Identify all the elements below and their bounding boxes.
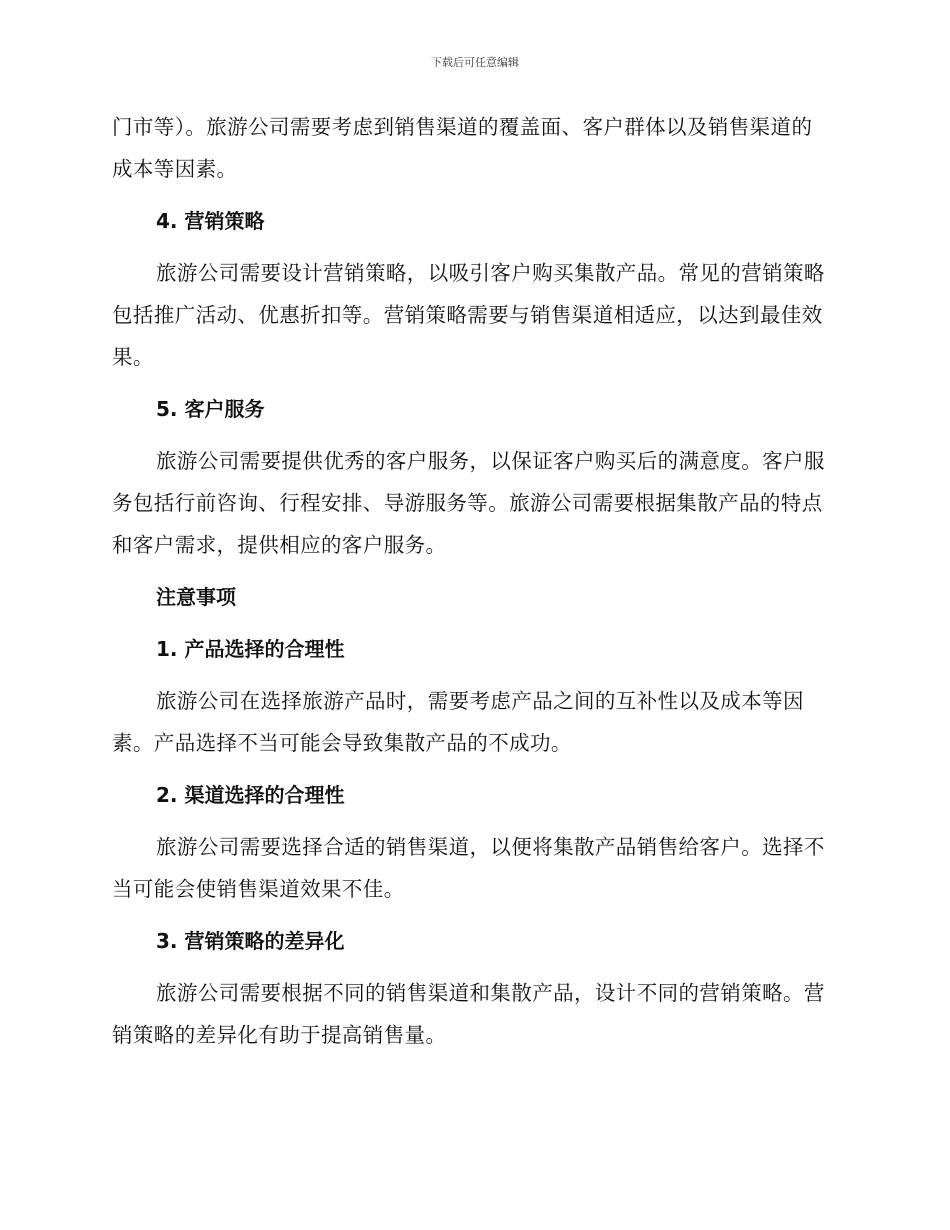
section-heading-channel-selection: 2. 渠道选择的合理性: [156, 783, 345, 807]
paragraph-product-selection: 旅游公司在选择旅游产品时，需要考虑产品之间的互补性以及成本等因素。产品选择不当可能会导致集散产品的不成功。: [112, 689, 804, 755]
section-heading-strategy-differentiation: 3. 营销策略的差异化: [156, 929, 345, 953]
page-header: 下载后可任意编辑: [431, 56, 519, 69]
paragraph-strategy-differentiation: 旅游公司需要根据不同的销售渠道和集散产品，设计不同的营销策略。营销策略的差异化有助于提高销售量。: [112, 981, 825, 1047]
section-heading-notes: 注意事项: [156, 585, 236, 609]
paragraph-continued: 门市等）。旅游公司需要考虑到销售渠道的覆盖面、客户群体以及销售渠道的成本等因素。: [112, 115, 813, 181]
section-heading-product-selection: 1. 产品选择的合理性: [156, 637, 345, 661]
section-heading-marketing-strategy: 4. 营销策略: [156, 209, 265, 233]
section-heading-customer-service: 5. 客户服务: [156, 397, 265, 421]
paragraph-channel-selection: 旅游公司需要选择合适的销售渠道，以便将集散产品销售给客户。选择不当可能会使销售渠道效果不佳。: [112, 835, 825, 901]
paragraph-customer-service: 旅游公司需要提供优秀的客户服务，以保证客户购买后的满意度。客户服务包括行前咨询、行程安排、导游服务等。旅游公司需要根据集散产品的特点和客户需求，提供相应的客户服务。: [112, 449, 825, 557]
paragraph-marketing-strategy: 旅游公司需要设计营销策略，以吸引客户购买集散产品。常见的营销策略包括推广活动、优惠折扣等。营销策略需要与销售渠道相适应，以达到最佳效果。: [112, 261, 825, 369]
document-body: [112, 106, 832, 1056]
